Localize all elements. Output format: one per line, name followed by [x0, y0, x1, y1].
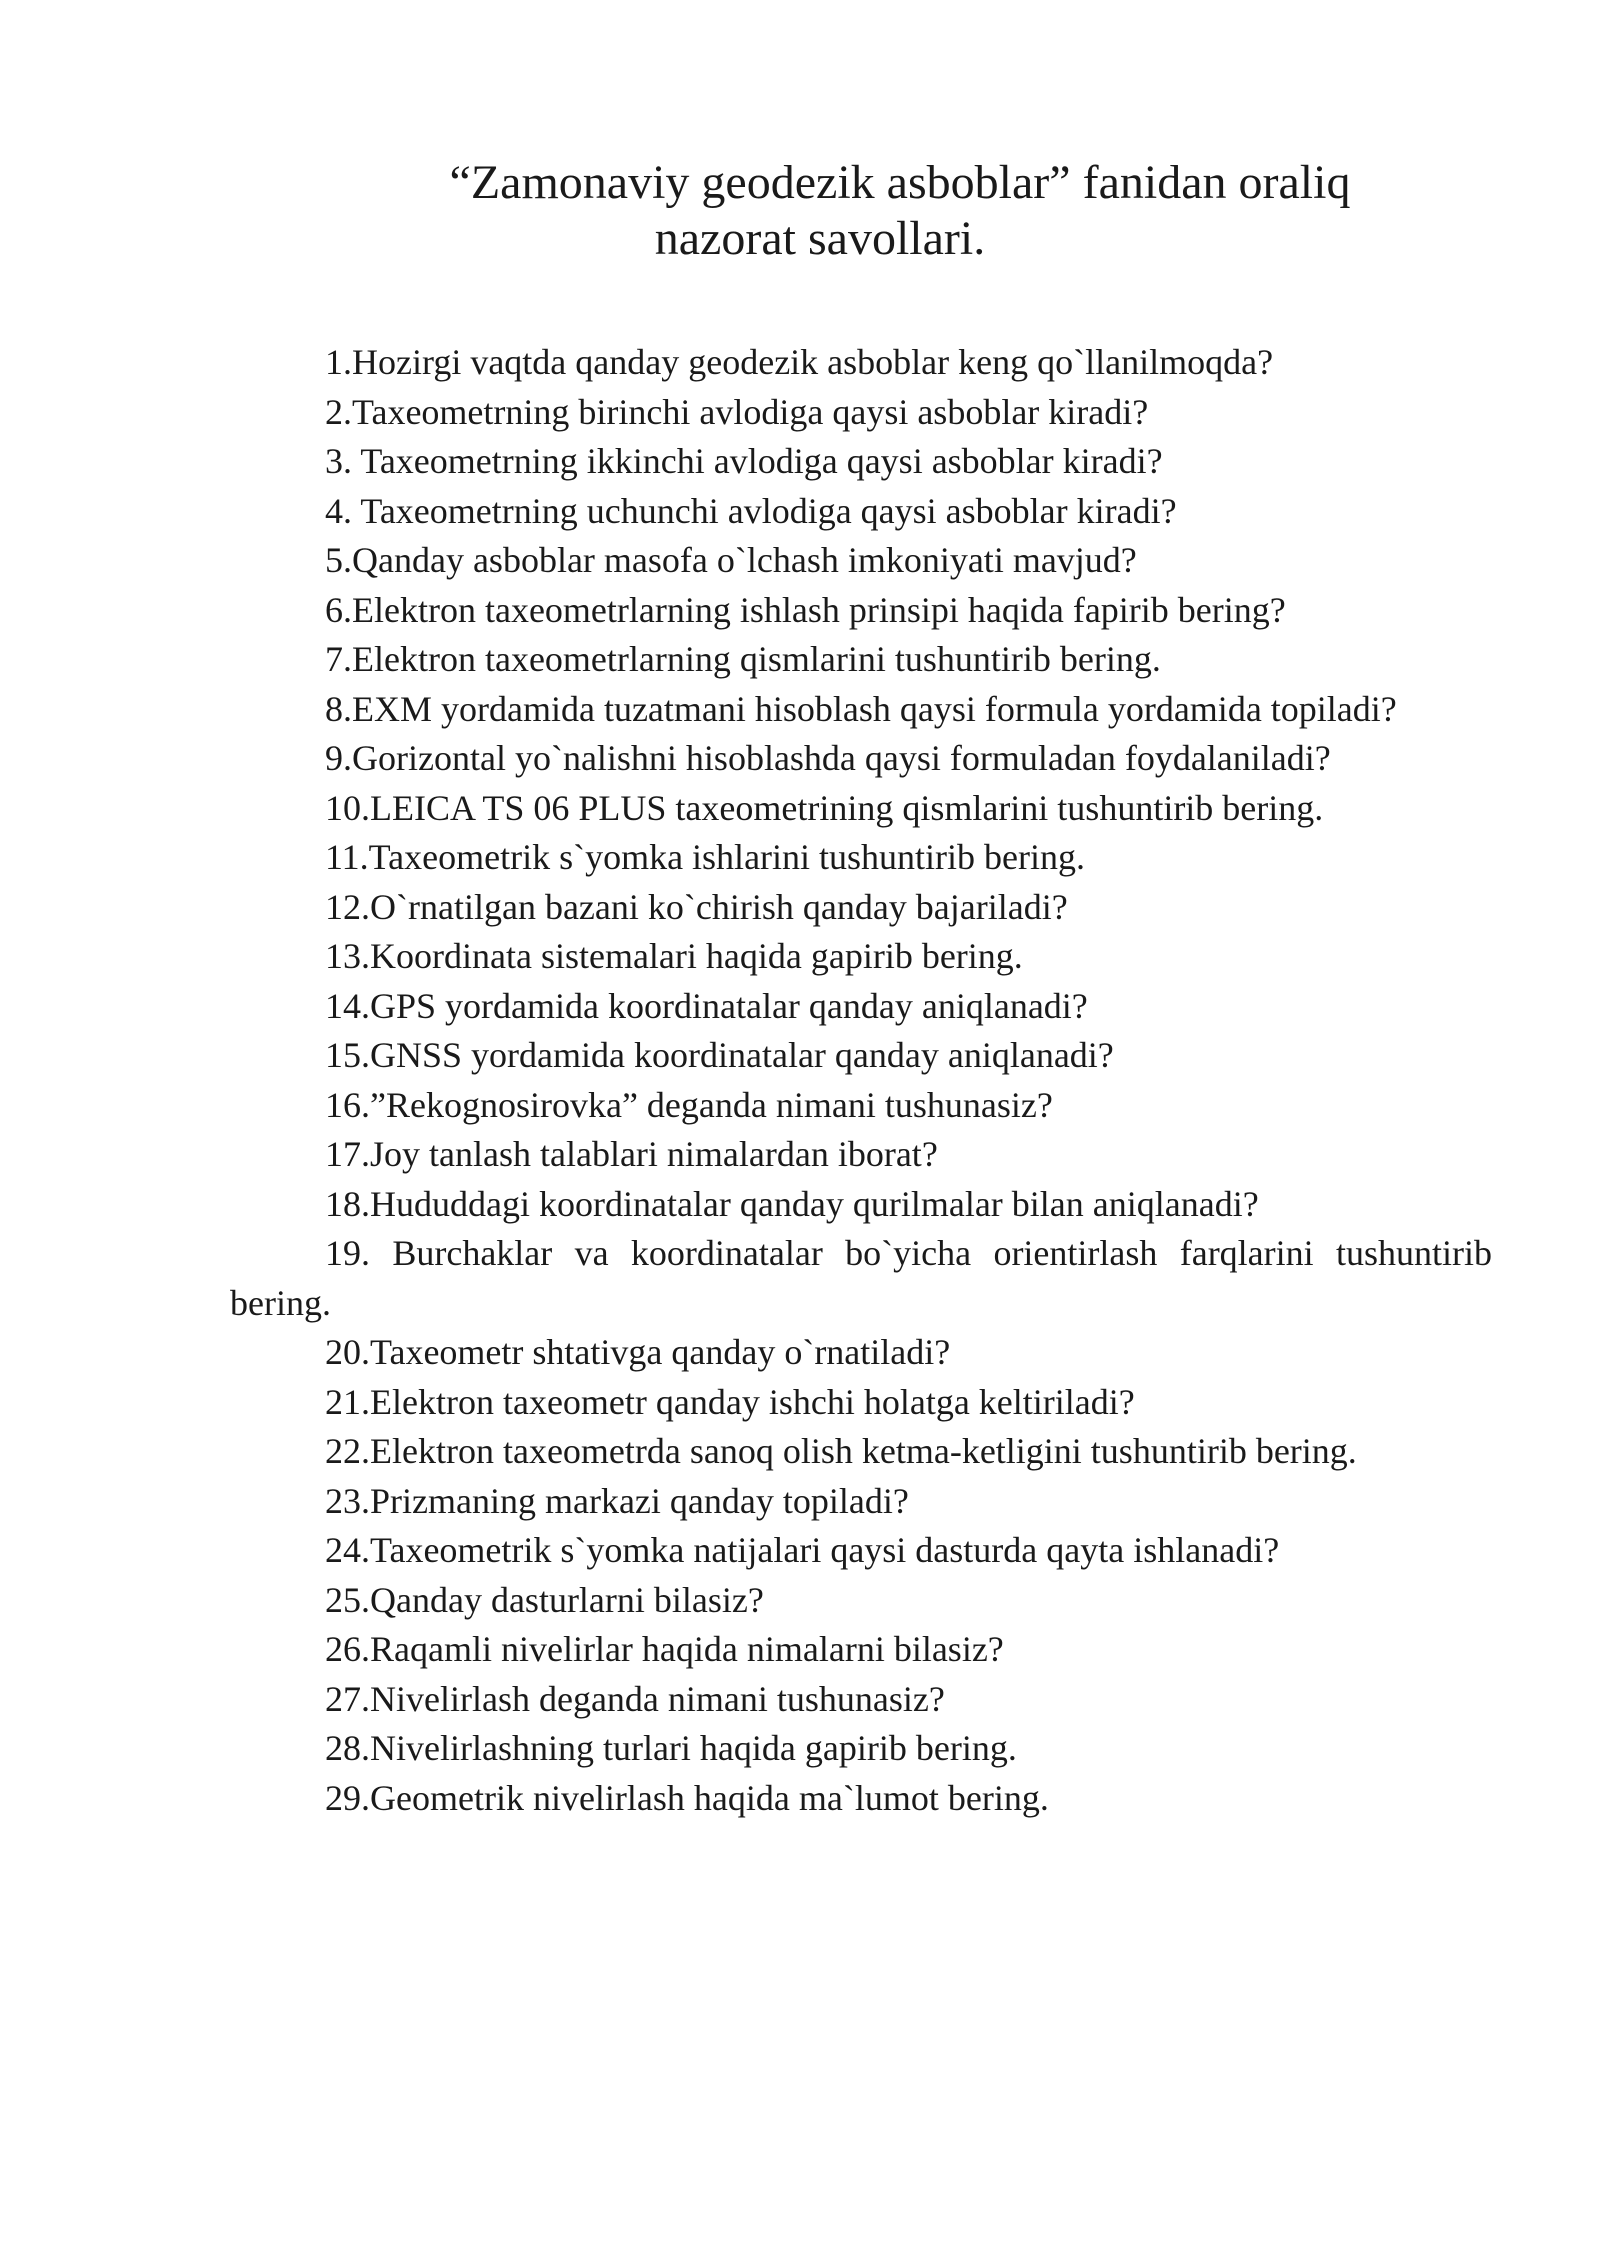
document-title: [300, 155, 1500, 267]
question-item-18: 18.Hududdagi koordinatalar qanday qurilmalar bilan aniqlanadi?: [325, 1183, 1259, 1224]
question-item-17: 17.Joy tanlash talablari nimalardan iborat?: [325, 1134, 938, 1174]
question-item-3: 3. Taxeometrning ikkinchi avlodiga qaysi asboblar kiradi?: [325, 441, 1163, 481]
question-item-11: 11.Taxeometrik s`yomka ishlarini tushuntirib bering.: [325, 837, 1086, 877]
question-item-2: 2.Taxeometrning birinchi avlodiga qaysi asboblar kiradi?: [325, 391, 1149, 432]
question-item-4: 4. Taxeometrning uchunchi avlodiga qaysi asboblar kiradi?: [325, 490, 1177, 531]
question-item-8: 8.EXM yordamida tuzatmani hisoblash qaysi formula yordamida topiladi?: [325, 688, 1397, 729]
question-item-22: 22.Elektron taxeometrda sanoq olish ketma-ketligini tushuntirib bering.: [325, 1431, 1357, 1471]
question-item-20: 20.Taxeometr shtativga qanday o`rnatiladi?: [325, 1332, 951, 1372]
question-item-13: 13.Koordinata sistemalari haqida gapirib bering.: [325, 936, 1023, 976]
question-item-24: 24.Taxeometrik s`yomka natijalari qaysi dasturda qayta ishlanadi?: [325, 1530, 1280, 1570]
question-item-6: 6.Elektron taxeometrlarning ishlash prinsipi haqida fapirib bering?: [325, 589, 1286, 630]
question-item-1: 1.Hozirgi vaqtda qanday geodezik asboblar keng qo`llanilmoqda?: [325, 342, 1274, 382]
question-item-19: 19. Burchaklar va koordinatalar bo`yicha orientirlash farqlarini tushuntirib bering.: [230, 1233, 1492, 1323]
question-item-25: 25.Qanday dasturlarni bilasiz?: [325, 1579, 764, 1620]
title-line-1: “Zamonaviy geodezik asboblar” fanidan oraliq: [449, 156, 1351, 209]
question-list: [230, 338, 1492, 1823]
question-item-15: 15.GNSS yordamida koordinatalar qanday aniqlanadi?: [325, 1035, 1114, 1075]
question-item-29: 29.Geometrik nivelirlash haqida ma`lumot bering.: [325, 1777, 1049, 1818]
question-item-23: 23.Prizmaning markazi qanday topiladi?: [325, 1480, 909, 1521]
question-item-9: 9.Gorizontal yo`nalishni hisoblashda qaysi formuladan foydalaniladi?: [325, 738, 1331, 778]
title-line-2: nazorat savollari.: [654, 212, 986, 265]
question-item-27: 27.Nivelirlash deganda nimani tushunasiz?: [325, 1678, 945, 1719]
question-item-28: 28.Nivelirlashning turlari haqida gapirib bering.: [325, 1728, 1017, 1768]
question-item-14: 14.GPS yordamida koordinatalar qanday aniqlanadi?: [325, 985, 1088, 1026]
question-item-7: 7.Elektron taxeometrlarning qismlarini tushuntirib bering.: [325, 639, 1161, 679]
question-item-21: 21.Elektron taxeometr qanday ishchi holatga keltiriladi?: [325, 1381, 1135, 1422]
question-item-26: 26.Raqamli nivelirlar haqida nimalarni bilasiz?: [325, 1629, 1004, 1669]
question-item-12: 12.O`rnatilgan bazani ko`chirish qanday bajariladi?: [325, 886, 1068, 927]
question-item-16: 16.”Rekognosirovka” deganda nimani tushunasiz?: [325, 1084, 1053, 1125]
question-item-5: 5.Qanday asboblar masofa o`lchash imkoniyati mavjud?: [325, 540, 1137, 580]
question-item-10: 10.LEICA TS 06 PLUS taxeometrining qismlarini tushuntirib bering.: [325, 787, 1324, 828]
